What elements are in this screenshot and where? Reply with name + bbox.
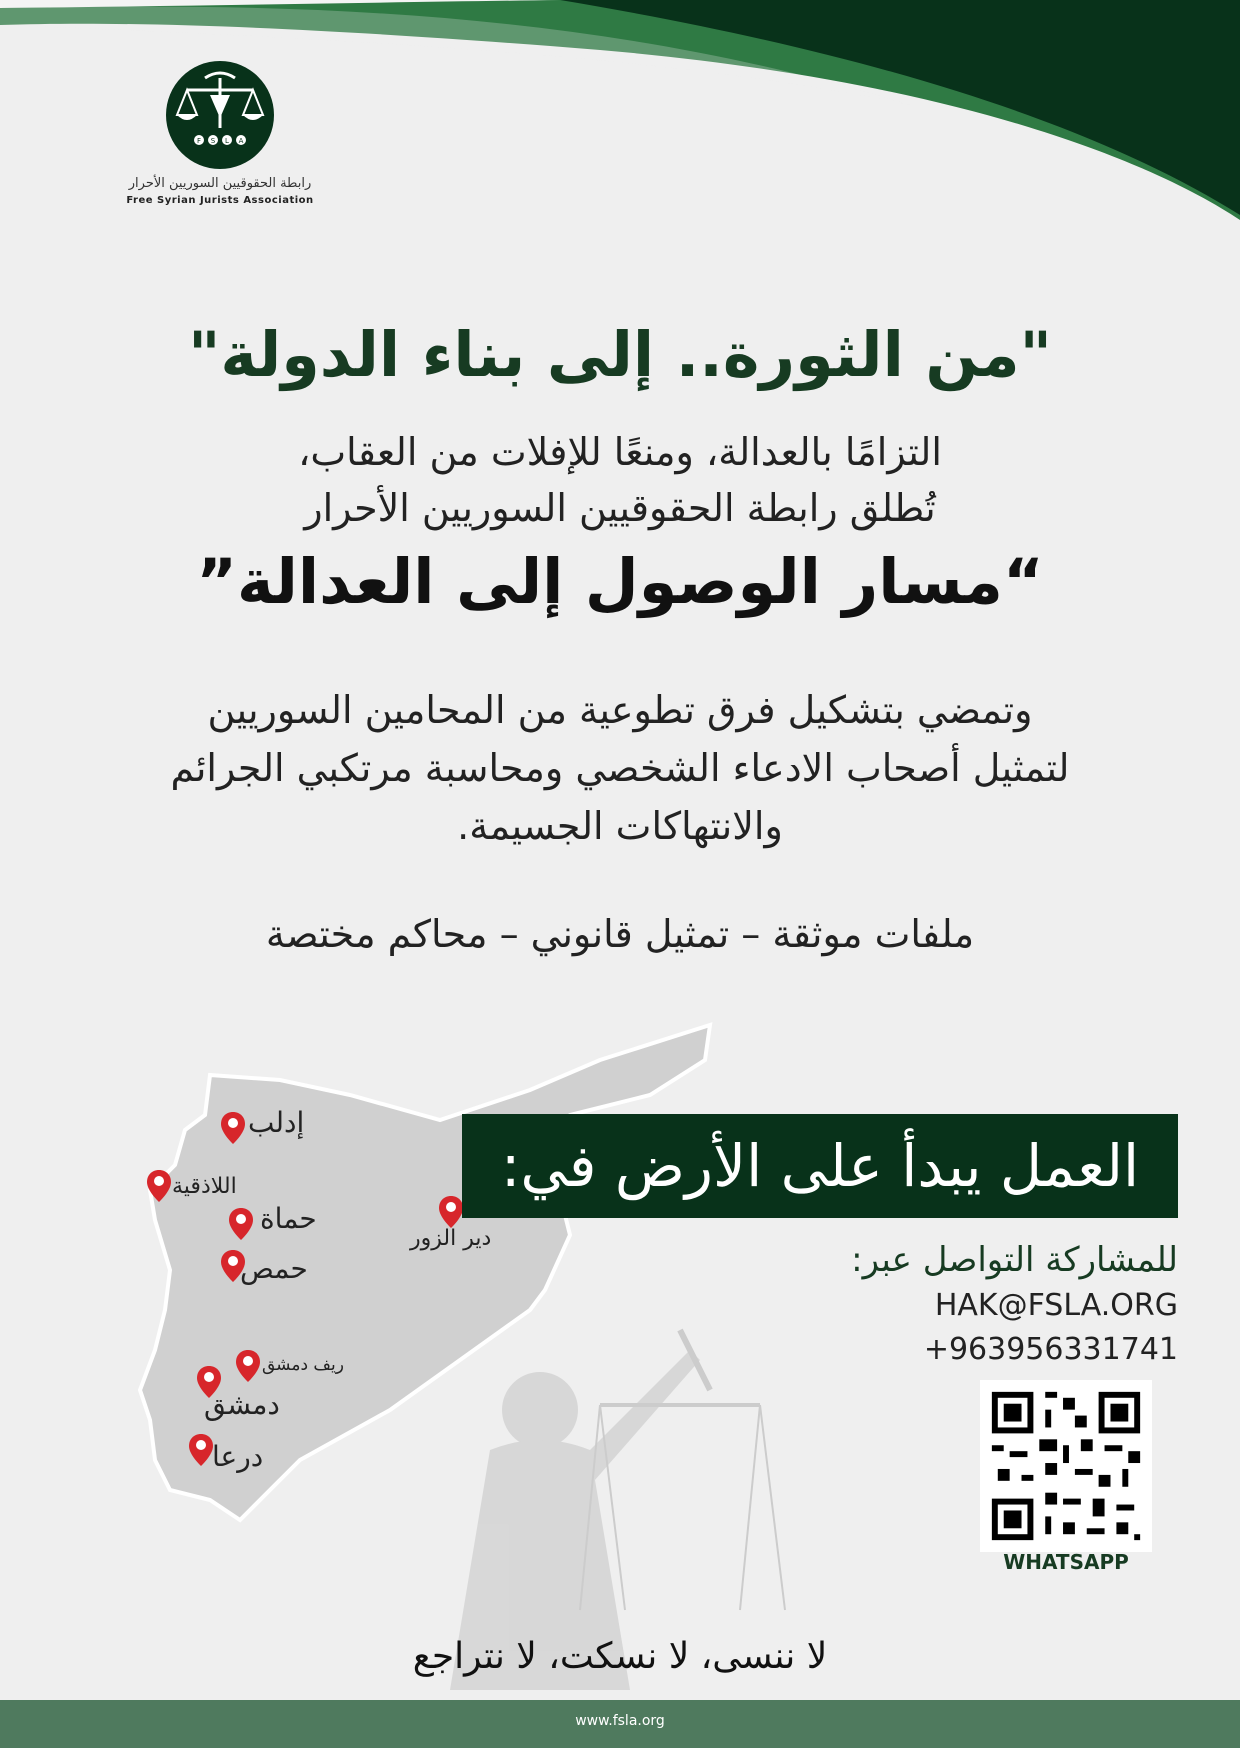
logo-name-arabic: رابطة الحقوقيين السوريين الأحرار [128,176,312,191]
intro-line-1: التزامًا بالعدالة، ومنعًا للإفلات من العقاب، [298,430,942,474]
footer-url[interactable]: www.fsla.org [575,1713,665,1729]
city-label-idlib: إدلب [248,1106,305,1139]
svg-text:S: S [210,137,216,145]
contact-email[interactable]: HAK@FSLA.ORG [934,1288,1178,1323]
qr-label: WHATSAPP [1003,1550,1129,1574]
logo-name-english: Free Syrian Jurists Association [126,195,314,206]
city-label-rif-dimashq: ريف دمشق [262,1355,344,1375]
whatsapp-qr-code[interactable] [980,1380,1152,1552]
svg-text:A: A [238,137,244,145]
city-label-damascus: دمشق [204,1388,280,1421]
headline: "من الثورة.. إلى بناء الدولة" [188,318,1052,391]
location-pin-icon [439,1196,463,1228]
location-pin-icon [189,1434,213,1466]
description-line-3: والانتهاكات الجسيمة. [457,804,783,848]
description-line-2: لتمثيل أصحاب الادعاء الشخصي ومحاسبة مرتكبي الجرائم [170,746,1070,790]
location-pin-icon [147,1170,171,1202]
intro-line-2: تُطلق رابطة الحقوقيين السوريين الأحرار [304,486,936,530]
contact-phone[interactable]: +963956331741 [923,1332,1178,1367]
city-label-latakia: اللاذقية [172,1174,237,1199]
logo [120,60,320,206]
initiative-title: “مسار الوصول إلى العدالة” [196,545,1044,618]
location-pin-icon [229,1208,253,1240]
work-banner: العمل يبدأ على الأرض في: [462,1114,1178,1218]
scales-emblem-icon [165,60,275,170]
contact-heading: للمشاركة التواصل عبر: [851,1240,1178,1280]
city-label-homs: حمص [240,1252,308,1285]
features-line: ملفات موثقة – تمثيل قانوني – محاكم مختصة [265,912,975,956]
city-label-hama: حماة [260,1202,317,1235]
qr-code-icon [980,1380,1152,1552]
city-label-daraa: درعا [212,1440,264,1473]
location-pin-icon [236,1350,260,1382]
city-label-deir-ez-zor: دير الزور [410,1226,492,1251]
svg-text:F: F [196,137,202,145]
location-pin-icon [221,1112,245,1144]
svg-text:L: L [225,137,229,145]
description-line-1: وتمضي بتشكيل فرق تطوعية من المحامين السوريين [207,688,1033,732]
slogan: لا ننسى، لا نسكت، لا نتراجع [412,1636,828,1677]
